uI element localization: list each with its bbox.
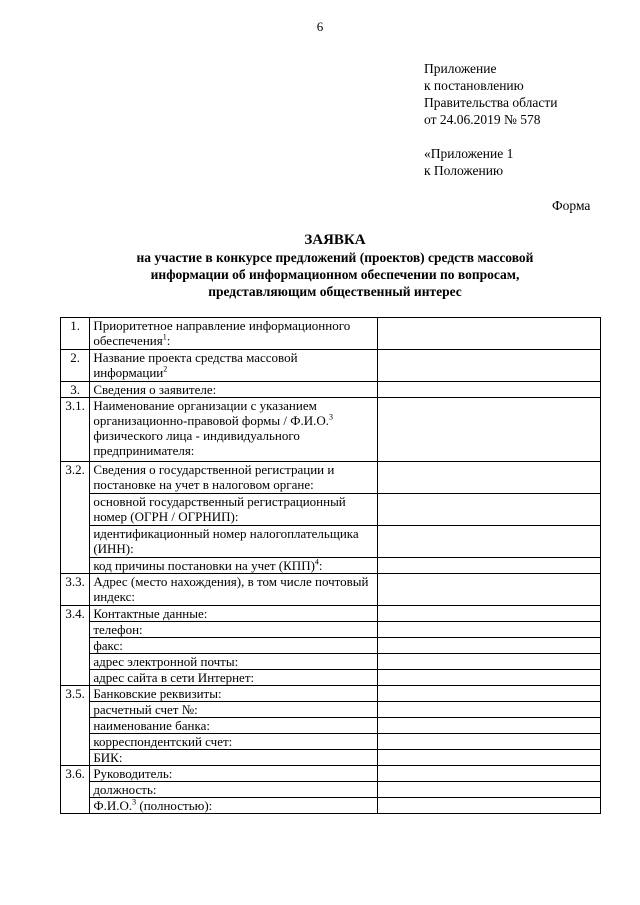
subrow-label: корреспондентский счет: <box>90 734 377 750</box>
value-field[interactable] <box>377 606 601 622</box>
value-field[interactable] <box>377 718 601 734</box>
table-subrow <box>61 622 601 638</box>
row-label: Наименование организации с указанием организационно-правовой формы / Ф.И.О.$^3$ физического лица - индивидуального предпринимателя: <box>90 398 377 462</box>
value-field[interactable] <box>377 382 601 398</box>
row-number: 3.3. <box>61 574 90 606</box>
value-field[interactable] <box>377 462 601 494</box>
table-subrow <box>61 734 601 750</box>
appendix-ref-line: к Положению <box>424 163 504 178</box>
subrow-label: адрес электронной почты: <box>90 654 377 670</box>
value-field[interactable] <box>377 622 601 638</box>
table-subrow <box>61 494 601 526</box>
row-number: 3.6. <box>61 766 90 814</box>
table-row <box>61 574 601 606</box>
table-subrow <box>61 782 601 798</box>
title-sub-line: представляющим общественный интерес <box>208 284 462 299</box>
subrow-label: расчетный счет №: <box>90 702 377 718</box>
value-field[interactable] <box>377 350 601 382</box>
appendix-line: Приложение <box>424 61 497 76</box>
table-row <box>61 606 601 622</box>
table-subrow <box>61 702 601 718</box>
document-title <box>40 232 630 300</box>
row-number: 2. <box>61 350 90 382</box>
appendix-block <box>424 60 557 179</box>
table-row <box>61 766 601 782</box>
appendix-line: Правительства области <box>424 95 558 110</box>
row-number: 3.2. <box>61 462 90 574</box>
title-sub-line: информации об информационном обеспечении по вопросам, <box>150 267 520 282</box>
table-subrow <box>61 558 601 574</box>
row-number: 3. <box>61 382 90 398</box>
row-label: Банковские реквизиты: <box>90 686 377 702</box>
table-subrow <box>61 526 601 558</box>
table-row <box>61 382 601 398</box>
row-number: 1. <box>61 318 90 350</box>
value-field[interactable] <box>377 782 601 798</box>
row-label: Адрес (место нахождения), в том числе почтовый индекс: <box>90 574 377 606</box>
page-number: 6 <box>316 19 324 34</box>
value-field[interactable] <box>377 798 601 814</box>
row-number: 3.5. <box>61 686 90 766</box>
form-label: Форма <box>552 198 591 213</box>
subrow-label: наименование банка: <box>90 718 377 734</box>
value-field[interactable] <box>377 526 601 558</box>
table-subrow <box>61 750 601 766</box>
row-label: Сведения о заявителе: <box>90 382 377 398</box>
subrow-label: основной государственный регистрационный номер (ОГРН / ОГРНИП): <box>90 494 377 526</box>
table-subrow <box>61 718 601 734</box>
row-label: Приоритетное направление информационного обеспечения$^1$: <box>90 318 377 350</box>
subrow-label: факс: <box>90 638 377 654</box>
row-number: 3.1. <box>61 398 90 462</box>
table-subrow <box>61 798 601 814</box>
value-field[interactable] <box>377 494 601 526</box>
appendix-line: от 24.06.2019 № 578 <box>424 112 541 127</box>
value-field[interactable] <box>377 398 601 462</box>
row-number: 3.4. <box>61 606 90 686</box>
title-sub-line: на участие в конкурсе предложений (проектов) средств массовой <box>136 250 534 265</box>
value-field[interactable] <box>377 574 601 606</box>
subrow-label: код причины постановки на учет (КПП)$^4$: <box>90 558 377 574</box>
value-field[interactable] <box>377 686 601 702</box>
application-form-table <box>60 317 601 814</box>
value-field[interactable] <box>377 654 601 670</box>
subrow-label: Ф.И.О.$^3$ (полностью): <box>90 798 377 814</box>
row-label: Руководитель: <box>90 766 377 782</box>
title-main: ЗАЯВКА <box>304 232 366 248</box>
value-field[interactable] <box>377 750 601 766</box>
table-subrow <box>61 638 601 654</box>
table-row <box>61 350 601 382</box>
row-label: Контактные данные: <box>90 606 377 622</box>
appendix-ref-line: «Приложение 1 <box>424 146 514 161</box>
value-field[interactable] <box>377 702 601 718</box>
value-field[interactable] <box>377 670 601 686</box>
subrow-label: должность: <box>90 782 377 798</box>
subrow-label: БИК: <box>90 750 377 766</box>
table-row <box>61 462 601 494</box>
subrow-label: телефон: <box>90 622 377 638</box>
value-field[interactable] <box>377 638 601 654</box>
value-field[interactable] <box>377 734 601 750</box>
table-row <box>61 398 601 462</box>
appendix-line: к постановлению <box>424 78 524 93</box>
value-field[interactable] <box>377 558 601 574</box>
subrow-label: адрес сайта в сети Интернет: <box>90 670 377 686</box>
table-row <box>61 318 601 350</box>
table-row <box>61 686 601 702</box>
value-field[interactable] <box>377 766 601 782</box>
value-field[interactable] <box>377 318 601 350</box>
table-subrow <box>61 670 601 686</box>
row-label: Название проекта средства массовой информации$^2$ <box>90 350 377 382</box>
table-subrow <box>61 654 601 670</box>
subrow-label: идентификационный номер налогоплательщика (ИНН): <box>90 526 377 558</box>
row-label: Сведения о государственной регистрации и постановке на учет в налоговом органе: <box>90 462 377 494</box>
